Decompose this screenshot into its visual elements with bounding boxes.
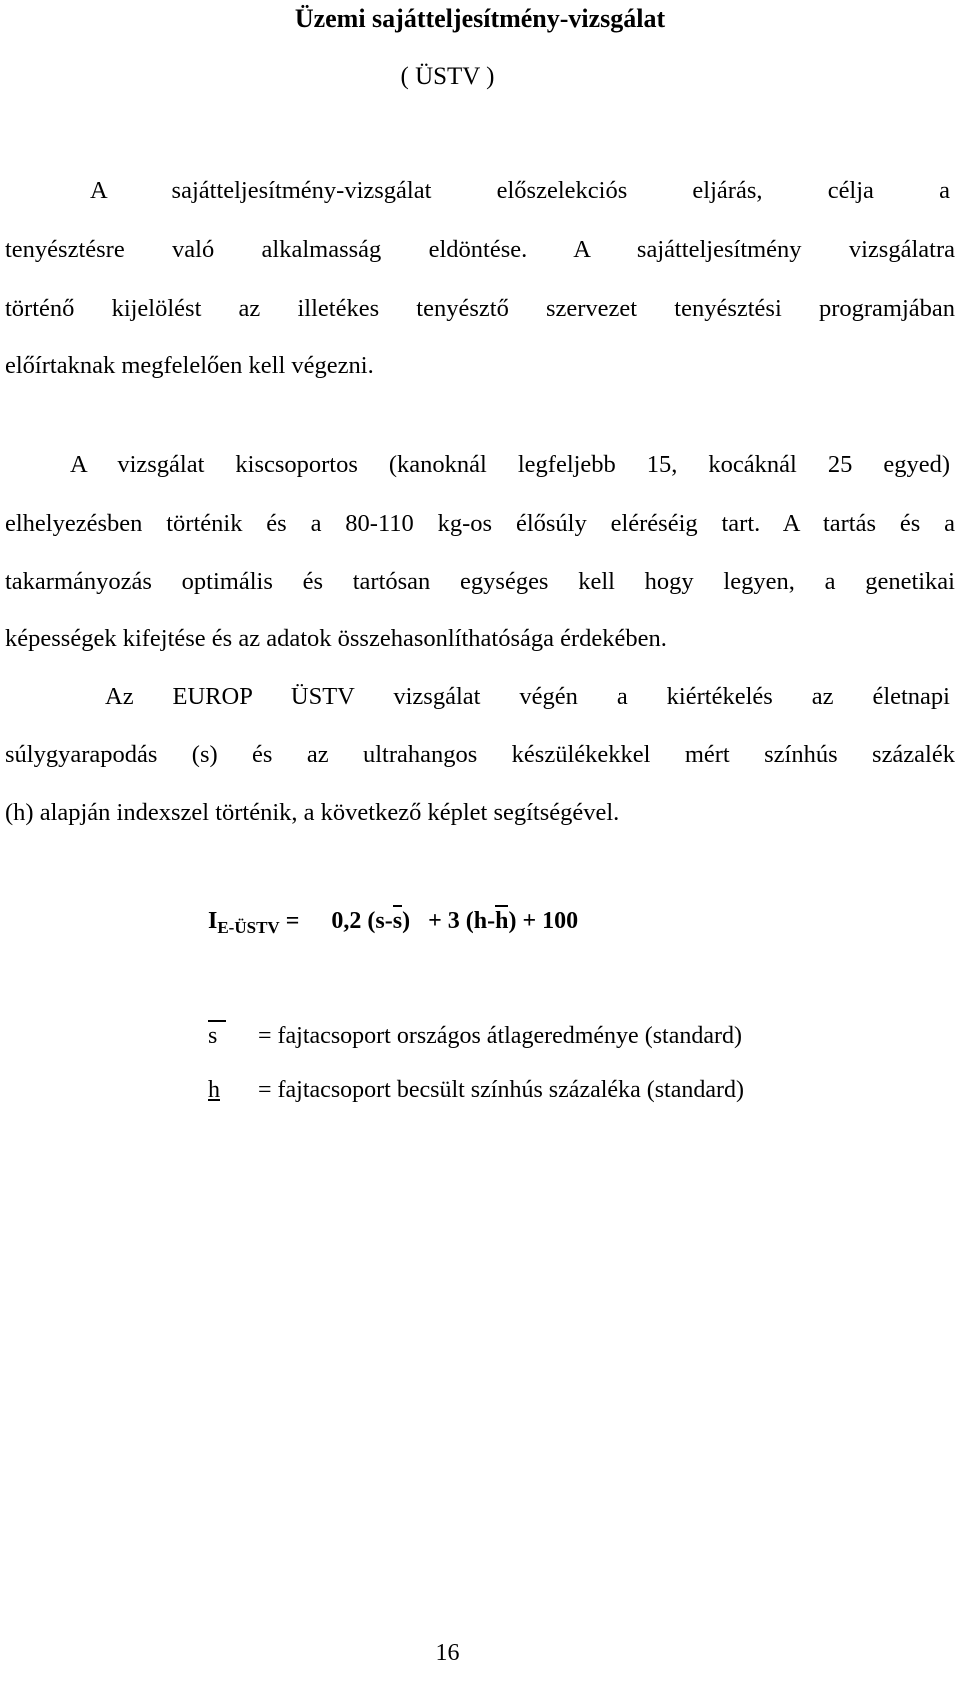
formula-lhs: I (208, 908, 218, 934)
paragraph-line: A sajátteljesítmény-vizsgálat előszelekciós eljárás, célja a (90, 177, 950, 204)
page-number: 16 (435, 1640, 460, 1666)
paragraph-line: takarmányozás optimális és tartósan egységes kell hogy legyen, a genetikai (5, 568, 955, 595)
formula-term1-suffix: ) (402, 908, 411, 934)
paragraph-line: képességek kifejtése és az adatok összehasonlíthatósága érdekében. (5, 625, 667, 652)
paragraph-line: A vizsgálat kiscsoportos (kanoknál legfeljebb 15, kocáknál 25 egyed) (70, 451, 950, 478)
paragraph-line: (h) alapján indexszel történik, a következő képlet segítségével. (5, 799, 620, 826)
paragraph-line: tenyésztésre való alkalmasság eldöntése. A sajátteljesítmény vizsgálatra (5, 236, 955, 263)
definition-symbol: h (208, 1077, 220, 1103)
definition-text: = fajtacsoport országos átlageredménye (standard) (258, 1023, 742, 1049)
definition-text: = fajtacsoport becsült színhús százaléka (standard) (258, 1077, 745, 1103)
paragraph-line: előírtaknak megfelelően kell végezni. (5, 352, 374, 379)
document-title: Üzemi sajátteljesítmény-vizsgálat (294, 4, 666, 33)
document-subtitle: ( ÜSTV ) (400, 63, 495, 90)
formula-lhs-subscript: E-ÜSTV (217, 918, 280, 937)
paragraph-line: elhelyezésben történik és a 80-110 kg-os élősúly eléréséig tart. A tartás és a (5, 510, 955, 537)
formula-term1-bar: s (393, 905, 402, 935)
definition-symbol: s (208, 1020, 226, 1050)
formula-term2-prefix: + 3 (h- (428, 908, 496, 934)
definition-s (208, 1020, 742, 1050)
formula-term2-bar: h (495, 905, 508, 935)
formula-term3: + 100 (522, 908, 579, 934)
paragraph-line: történő kijelölést az illetékes tenyésztő szervezet tenyésztési programjában (5, 295, 955, 322)
paragraph-line: Az EUROP ÜSTV vizsgálat végén a kiértékelés az életnapi (105, 683, 950, 710)
index-formula (208, 905, 578, 938)
definition-h (208, 1077, 744, 1104)
formula-term1-prefix: 0,2 (s- (331, 908, 393, 934)
paragraph-line: súlygyarapodás (s) és az ultrahangos készülékekkel mért színhús százalék (5, 741, 955, 768)
formula-term2-suffix: ) (508, 908, 517, 934)
formula-equals: = (279, 908, 300, 934)
